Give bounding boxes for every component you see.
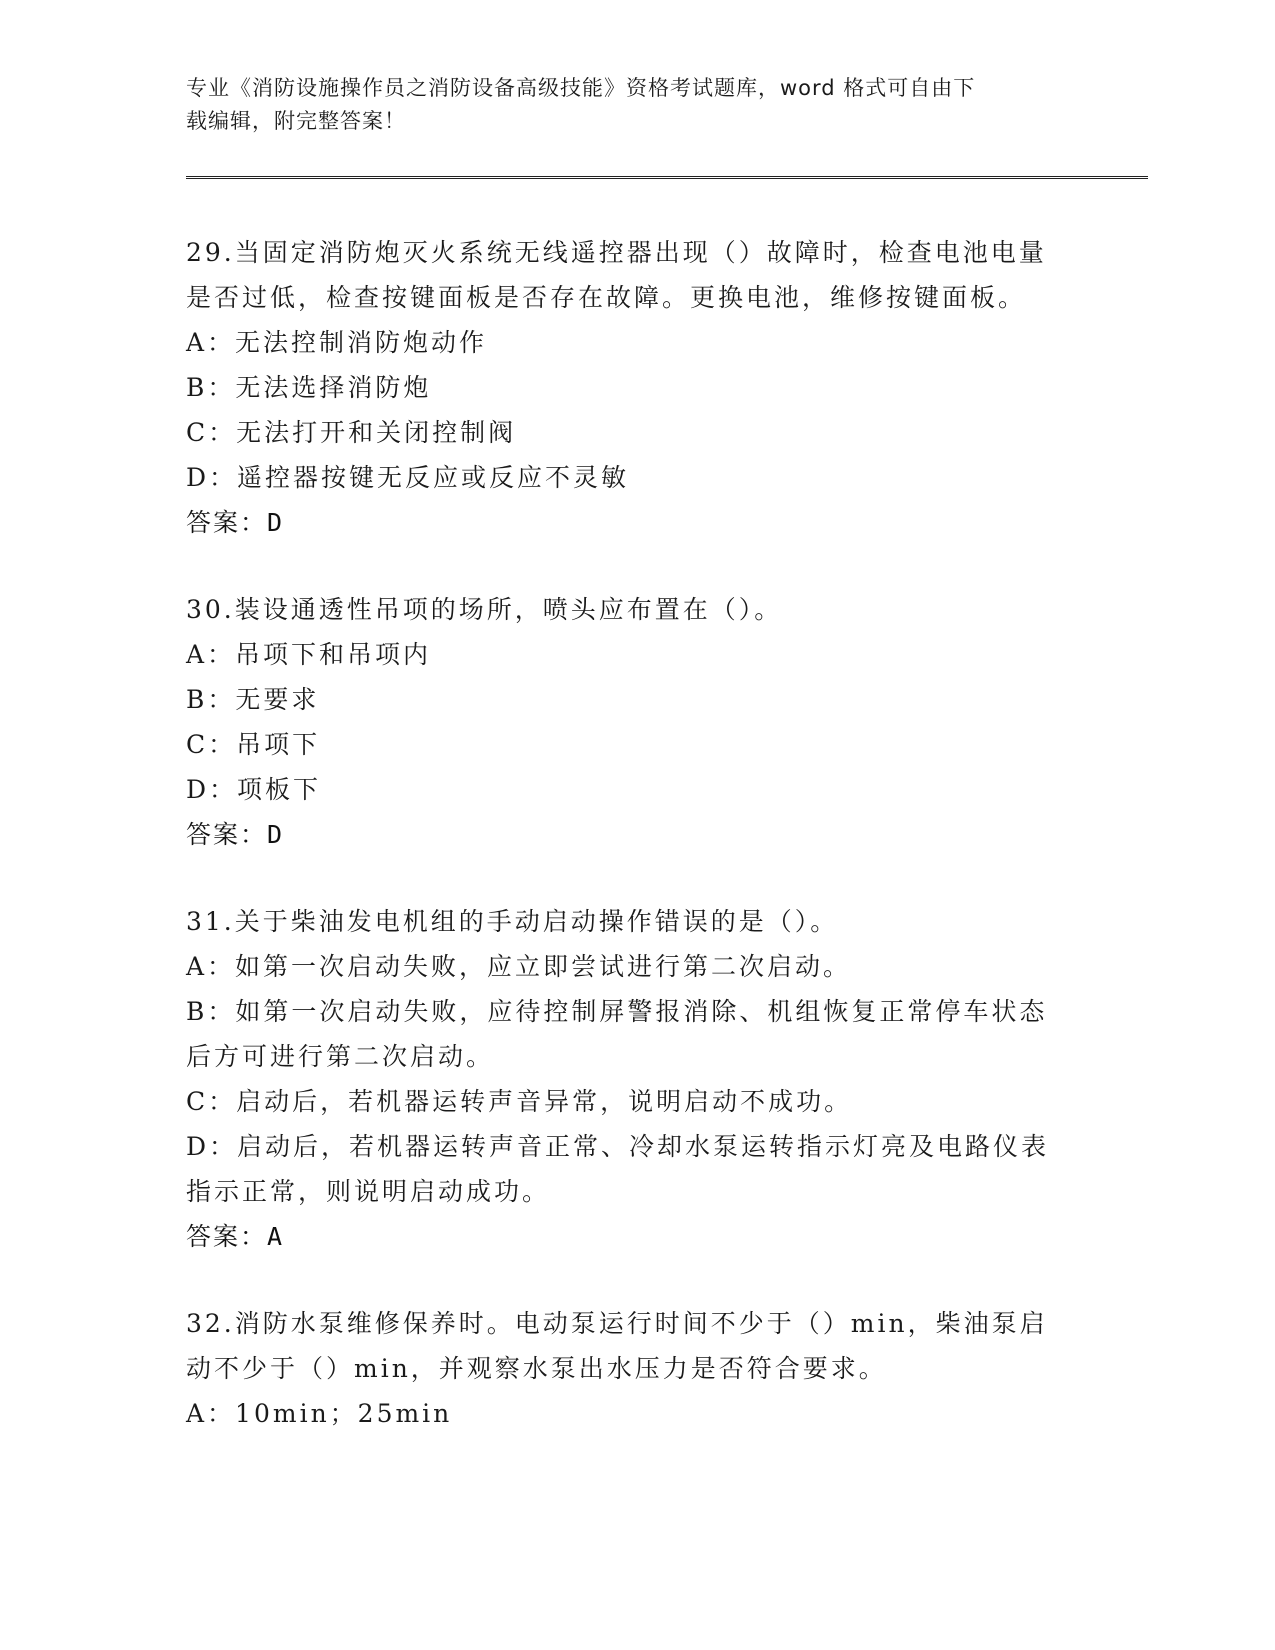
- option-a: A：无法控制消防炮动作: [186, 328, 488, 357]
- answer-value: A: [267, 1222, 285, 1251]
- question-29: [186, 230, 1086, 545]
- answer-label: 答案：: [186, 508, 268, 537]
- option-a: A：10min；25min: [186, 1399, 453, 1428]
- question-30: [186, 587, 1086, 857]
- question-text-line: 是否过低，检查按键面板是否存在故障。更换电池，维修按键面板。: [186, 283, 1027, 312]
- question-text-line: 31.关于柴油发电机组的手动启动操作错误的是（）。: [186, 907, 839, 936]
- option-c: C：无法打开和关闭控制阀: [186, 418, 517, 447]
- option-d-continued: 指示正常，则说明启动成功。: [186, 1177, 551, 1206]
- question-text-line: 30.装设通透性吊项的场所，喷头应布置在（）。: [186, 595, 783, 624]
- header-line-2: 载编辑，附完整答案！: [186, 109, 406, 133]
- option-a: A：如第一次启动失败，应立即尝试进行第二次启动。: [186, 952, 852, 981]
- answer-value: D: [267, 508, 285, 537]
- answer-label: 答案：: [186, 1222, 268, 1251]
- option-b: B：如第一次启动失败，应待控制屏警报消除、机组恢复正常停车状态: [186, 997, 1048, 1026]
- question-text-line: 32.消防水泵维修保养时。电动泵运行时间不少于（）min，柴油泵启: [186, 1309, 1048, 1338]
- option-c: C：启动后，若机器运转声音异常，说明启动不成功。: [186, 1087, 853, 1116]
- option-b-continued: 后方可进行第二次启动。: [186, 1042, 495, 1071]
- answer-label: 答案：: [186, 820, 268, 849]
- question-31: [186, 899, 1086, 1259]
- answer-line: [186, 500, 1086, 545]
- option-a: A：吊项下和吊项内: [186, 640, 432, 669]
- answer-line: [186, 812, 1086, 857]
- question-list: [186, 230, 1086, 1478]
- header-divider: [186, 176, 1148, 179]
- question-text-line: 29.当固定消防炮灭火系统无线遥控器出现（）故障时，检查电池电量: [186, 238, 1047, 267]
- question-text-line: 动不少于（）min，并观察水泵出水压力是否符合要求。: [186, 1354, 887, 1383]
- answer-line: [186, 1214, 1086, 1259]
- question-32: [186, 1301, 1086, 1436]
- header-line-1: 专业《消防设施操作员之消防设备高级技能》资格考试题库，word 格式可自由下: [186, 76, 976, 100]
- option-d: D：项板下: [186, 775, 322, 804]
- option-b: B：无法选择消防炮: [186, 373, 432, 402]
- answer-value: D: [267, 820, 285, 849]
- document-header: [186, 72, 1066, 138]
- option-c: C：吊项下: [186, 730, 321, 759]
- option-d: D：启动后，若机器运转声音正常、冷却水泵运转指示灯亮及电路仪表: [186, 1132, 1050, 1161]
- option-b: B：无要求: [186, 685, 320, 714]
- option-d: D：遥控器按键无反应或反应不灵敏: [186, 463, 630, 492]
